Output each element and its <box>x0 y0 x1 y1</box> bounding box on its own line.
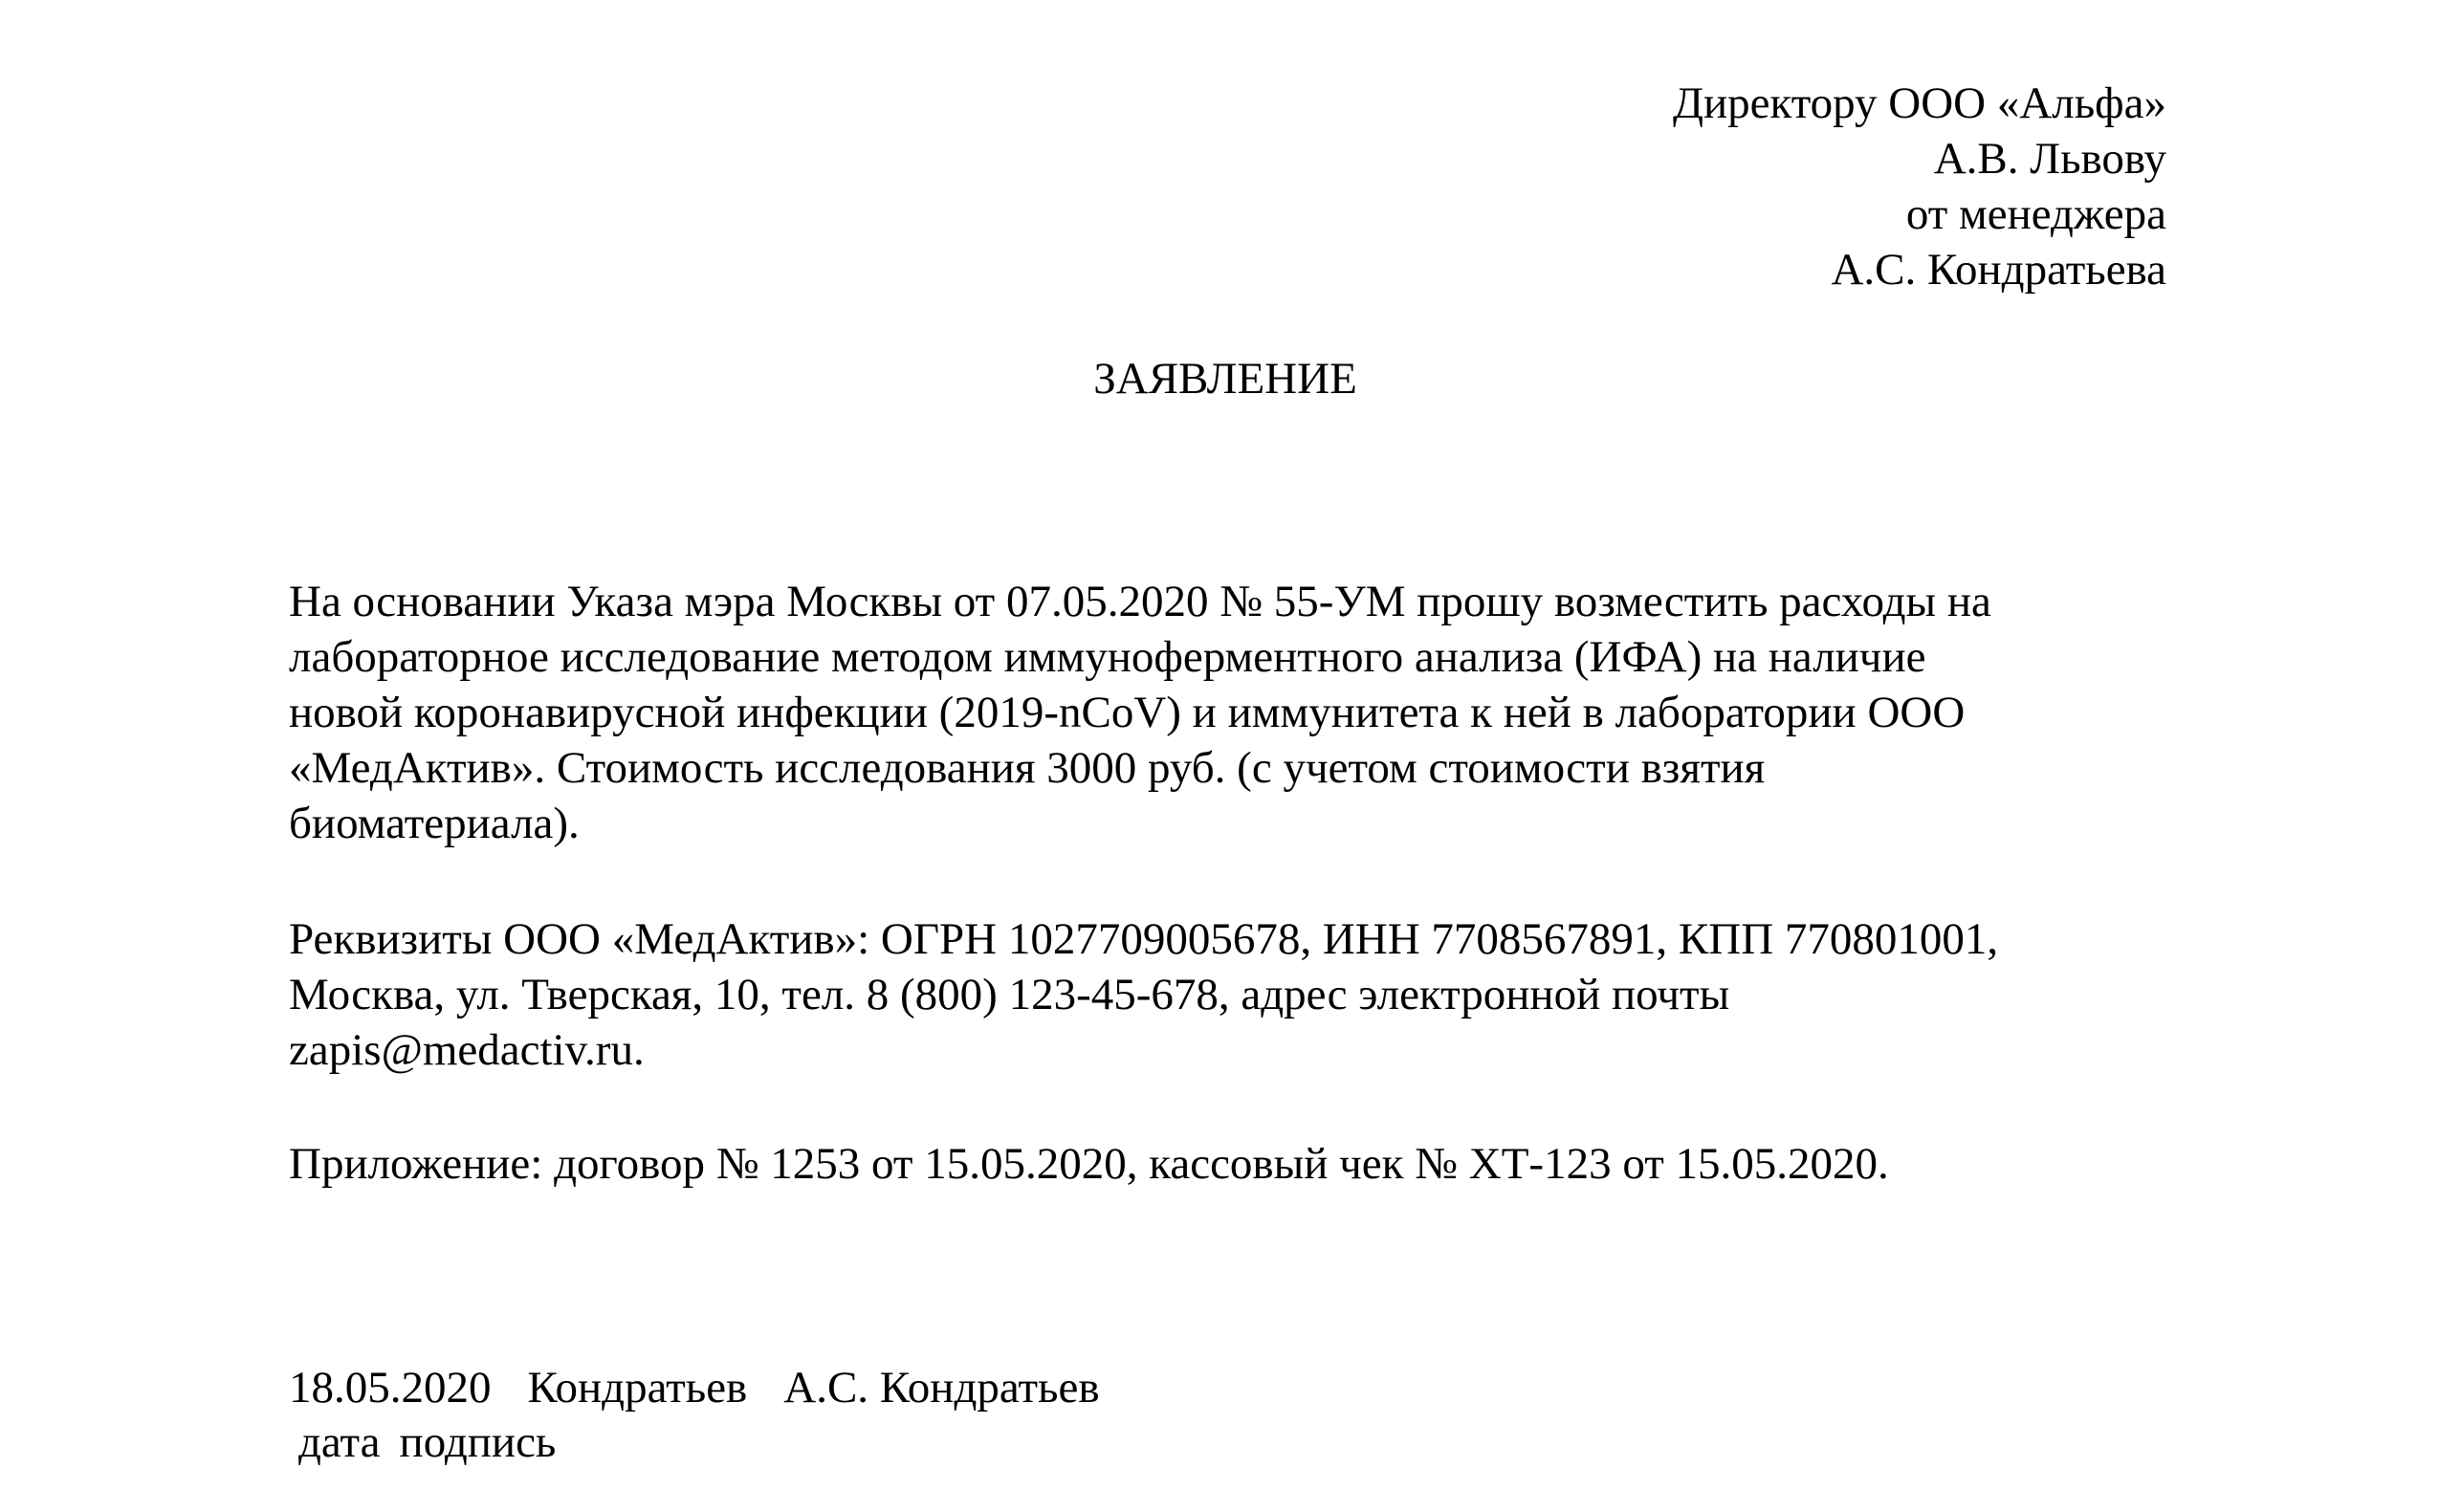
attachment-paragraph <box>289 1136 1889 1192</box>
addressee-line: А.С. Кондратьева <box>1831 245 2166 295</box>
body-paragraph <box>289 574 1991 851</box>
date-caption: дата <box>298 1417 381 1467</box>
requisites-paragraph <box>289 911 1998 1078</box>
requisites-line: Реквизиты ООО «МедАктив»: ОГРН 1027709005678, ИНН 7708567891, КПП 770801001, <box>289 914 1999 964</box>
requisites-line: zapis@medactiv.ru. <box>289 1025 645 1075</box>
sign-caption: подпись <box>399 1417 557 1467</box>
body-line: биоматериала). <box>289 799 580 848</box>
body-line: «МедАктив». Стоимость исследования 3000 руб. (с учетом стоимости взятия <box>289 743 1766 793</box>
addressee-line: от менеджера <box>1905 189 2166 239</box>
body-line: На основании Указа мэра Москвы от 07.05.2020 № 55-УМ прошу возместить расходы на <box>289 577 1991 626</box>
signature-sign: Кондратьев <box>527 1363 748 1413</box>
signature-name: А.С. Кондратьев <box>783 1363 1100 1413</box>
signature-caption <box>298 1414 556 1470</box>
addressee-line: Директору ООО «Альфа» <box>1672 78 2166 128</box>
addressee-line: А.В. Львову <box>1933 134 2166 184</box>
addressee-block <box>1673 76 2166 297</box>
document-title: ЗАЯВЛЕНИЕ <box>1093 354 1357 404</box>
attachment-line: Приложение: договор № 1253 от 15.05.2020, кассовый чек № ХТ-123 от 15.05.2020. <box>289 1139 1889 1189</box>
requisites-line: Москва, ул. Тверская, 10, тел. 8 (800) 123-45-678, адрес электронной почты <box>289 970 1730 1019</box>
body-line: лабораторное исследование методом иммуноферментного анализа (ИФА) на наличие <box>289 632 1926 682</box>
signature-date: 18.05.2020 <box>289 1363 492 1413</box>
signature-line <box>289 1360 1100 1415</box>
body-line: новой коронавирусной инфекции (2019-nCoV) и иммунитета к ней в лаборатории ООО <box>289 688 1966 737</box>
